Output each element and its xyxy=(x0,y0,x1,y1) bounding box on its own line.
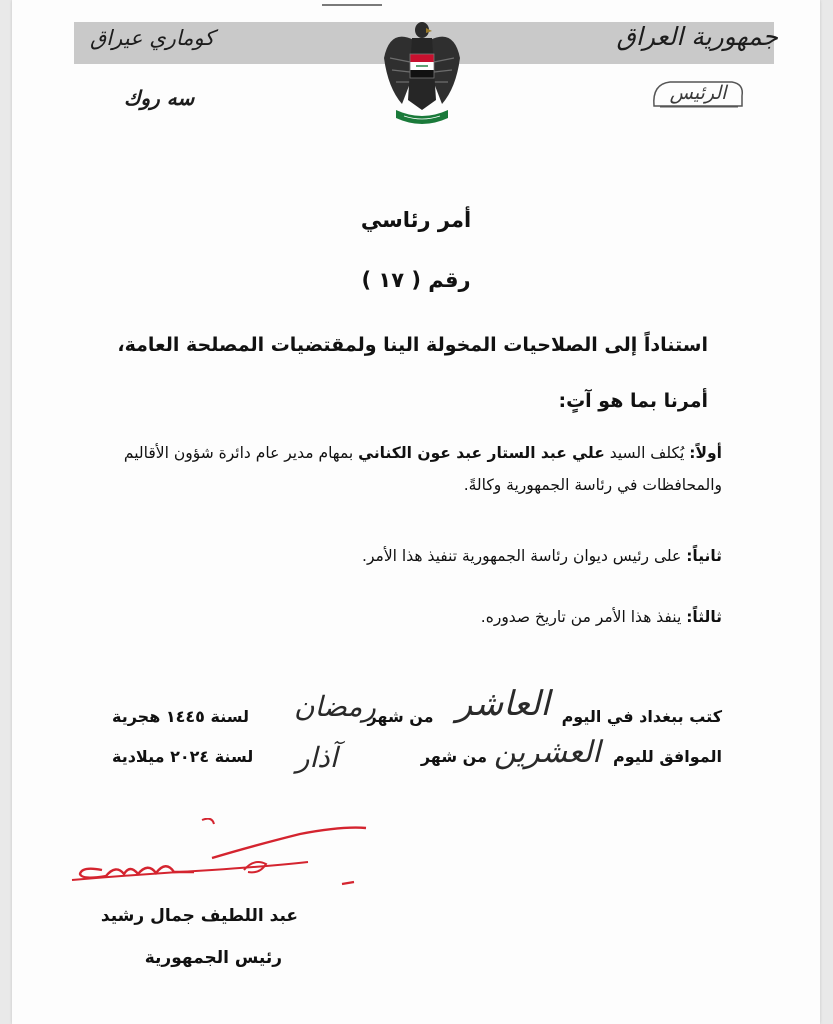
order-item-3-text: ينفذ هذا الأمر من تاريخ صدوره. xyxy=(480,608,687,626)
dateline-hijri-year: لسنة ١٤٤٥ هجرية xyxy=(112,707,250,726)
handwritten-signature xyxy=(62,818,382,898)
dateline-hijri-month-prefix: من شهر xyxy=(367,707,434,726)
order-item-3 xyxy=(481,608,722,626)
letterhead-kurdish-subtitle: سه روك xyxy=(124,86,195,110)
presidency-seal xyxy=(648,76,748,112)
order-intro: أمرنا بما هو آتٍ: xyxy=(558,390,708,412)
dateline-gregorian-prefix: الموافق لليوم xyxy=(612,747,722,766)
dateline-hijri-prefix: كتب ببغداد في اليوم xyxy=(561,707,722,726)
order-item-1-after: بمهام مدير عام دائرة شؤون الأقاليم xyxy=(123,444,359,462)
dateline-hijri-day-handwritten: العاشر xyxy=(456,684,550,724)
order-number: رقم ( ١٧ ) xyxy=(361,268,471,292)
order-item-1-name: علي عبد الستار عبد عون الكناني xyxy=(358,444,605,462)
order-item-1-label: أولاً: xyxy=(689,444,722,462)
dateline-gregorian-day-handwritten: العشرين xyxy=(494,735,601,770)
dateline-hijri-month-handwritten: رمضان xyxy=(294,690,376,723)
signatory-name: عبد اللطيف جمال رشيد xyxy=(100,906,298,926)
iraq-eagle-emblem xyxy=(380,18,464,130)
order-item-2-label: ثانياً: xyxy=(686,547,722,565)
dateline-gregorian-month-handwritten: آذار xyxy=(296,741,338,774)
letterhead-kurdish-title: كوماري عيراق xyxy=(90,26,215,50)
dateline-gregorian-month-prefix: من شهر xyxy=(420,747,487,766)
document-page xyxy=(12,0,820,1024)
order-item-1-before: يُكلف السيد xyxy=(604,444,690,462)
order-item-1 xyxy=(124,444,722,462)
order-item-3-label: ثالثاً: xyxy=(686,608,722,626)
order-item-1-continuation: والمحافظات في رئاسة الجمهورية وكالةً. xyxy=(463,476,722,494)
order-item-2-text: على رئيس ديوان رئاسة الجمهورية تنفيذ هذا الأمر. xyxy=(362,547,687,565)
order-item-2 xyxy=(362,547,722,565)
presidency-seal-text: الرئيس xyxy=(669,82,727,104)
order-title: أمر رئاسي xyxy=(360,208,472,232)
order-preamble: استناداً إلى الصلاحيات المخولة الينا ولمقتضيات المصلحة العامة، xyxy=(117,334,708,356)
top-edge-mark xyxy=(322,0,382,6)
dateline-gregorian-year: لسنة ٢٠٢٤ ميلادية xyxy=(112,747,254,766)
signatory-title: رئيس الجمهورية xyxy=(144,948,282,968)
letterhead-arabic-title: جمهورية العراق xyxy=(616,22,778,51)
